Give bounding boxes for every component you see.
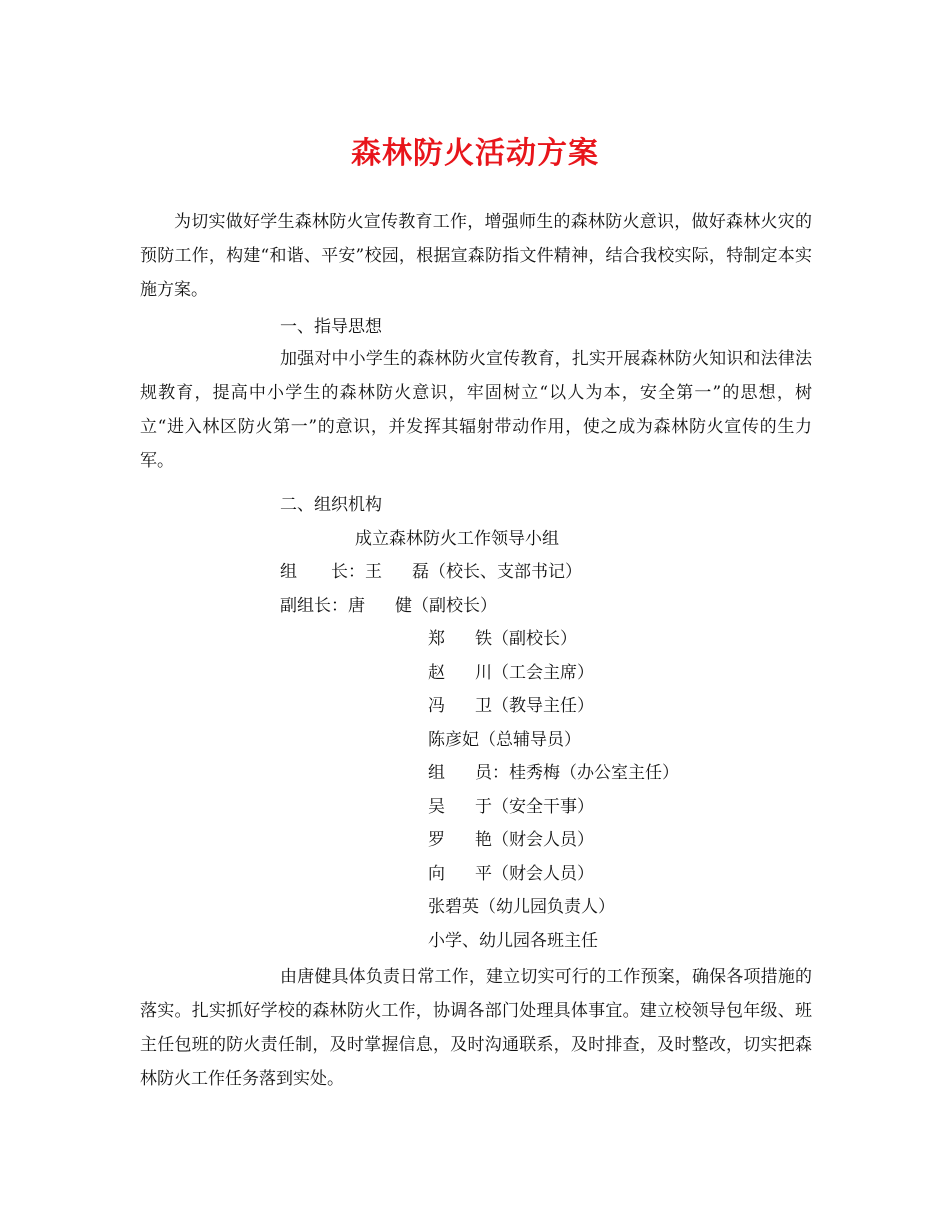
member-line [428, 896, 615, 918]
member-line [428, 662, 594, 684]
member-surname: 罗 [428, 830, 445, 850]
member-full: 张碧英（幼儿园负责人） [428, 897, 615, 917]
guiding-thought-paragraph: 加强对中小学生的森林防火宣传教育，扎实开展森林防火知识和法律法规教育，提高中小学生的森林防火意识，牢固树立“以人为本，安全第一”的思想，树立“进入林区防火第一”的意识，并发挥其辐射带动作用，使之成为森林防火宣传的生力军。 [140, 349, 812, 471]
member-surname: 郑 [428, 629, 445, 649]
member-surname: 赵 [428, 663, 445, 683]
leader-name: 磊（校长、支部书记） [412, 562, 582, 582]
member-line [428, 695, 594, 717]
member-surname: 冯 [428, 696, 445, 716]
member-full: 陈彦妃（总辅导员） [428, 730, 581, 750]
member-rest: 艳（财会人员） [475, 830, 594, 850]
member-line [428, 930, 598, 952]
member-line [428, 628, 577, 650]
group-title: 成立森林防火工作领导小组 [355, 529, 559, 549]
member-rest: 员：桂秀梅（办公室主任） [475, 763, 679, 783]
member-rest: 平（财会人员） [475, 864, 594, 884]
member-surname: 组 [428, 763, 445, 783]
member-rest: 铁（副校长） [475, 629, 577, 649]
member-line [428, 729, 581, 751]
document-title: 森林防火活动方案 [351, 136, 599, 171]
closing-paragraph: 由唐健具体负责日常工作，建立切实可行的工作预案，确保各项措施的落实。扎实抓好学校的森林防火工作，协调各部门处理具体事宜。建立校领导包年级、班主任包班的防火责任制，及时掌握信息，及时沟通联系，及时排查，及时整改，切实把森林防火工作任务落到实处。 [140, 967, 812, 1089]
member-surname: 向 [428, 864, 445, 884]
leader-role-first-char: 组 [280, 562, 297, 582]
member-surname: 吴 [428, 797, 445, 817]
deputy-leader-line [280, 595, 497, 617]
member-full: 小学、幼儿园各班主任 [428, 931, 598, 951]
section-heading-guiding-thought: 一、指导思想 [280, 317, 382, 337]
intro-paragraph: 为切实做好学生森林防火宣传教育工作，增强师生的森林防火意识，做好森林火灾的预防工作，构建“和谐、平安”校园，根据宣森防指文件精神，结合我校实际，特制定本实施方案。 [140, 212, 812, 300]
leader-line [280, 561, 582, 583]
member-rest: 卫（教导主任） [475, 696, 594, 716]
member-line [428, 863, 594, 885]
section-heading-organization: 二、组织机构 [280, 495, 382, 515]
member-line [428, 762, 679, 784]
member-rest: 川（工会主席） [475, 663, 594, 683]
member-line [428, 829, 594, 851]
leader-role: 长：王 [331, 562, 382, 582]
deputy-role: 副组长：唐 [280, 596, 365, 616]
deputy-name: 健（副校长） [395, 596, 497, 616]
member-rest: 于（安全干事） [475, 797, 594, 817]
member-line [428, 796, 594, 818]
